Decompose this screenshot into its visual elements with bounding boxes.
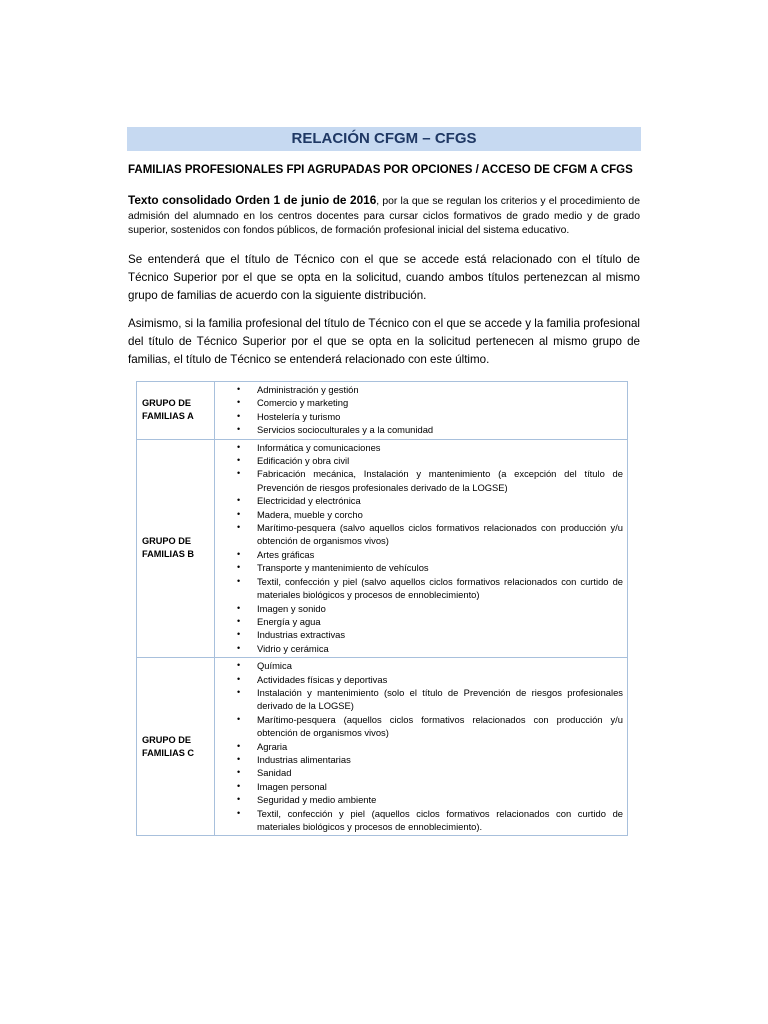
family-name: Industrias alimentarias [257,753,351,765]
family-name: Textil, confección y piel (aquellos ciclos formativos relacionados con curtido de materiales biológicos y procesos de ennoblecimiento). [257,807,623,832]
legal-reference-text: , por la que se regulan los criterios y el procedimiento de admisión del alumnado en los centros docentes para cursar ciclos formativos de grado medio y de grado superior, sostenidos con fondos públicos, de formación profesional inicial del sistema educativo. [128,196,640,237]
families-table [136,381,628,836]
family-list-item [215,686,623,713]
family-name: Industrias extractivas [257,629,346,641]
family-group-row [137,382,628,440]
family-list [215,659,623,833]
title-banner [127,127,641,151]
family-list-item [215,410,623,423]
family-name: Transporte y mantenimiento de vehículos [257,562,429,574]
family-list [215,441,623,656]
bullet-icon: • [237,575,241,586]
family-list-item [215,673,623,686]
bullet-icon: • [237,495,241,506]
family-group-label-line1: GRUPO DE [142,734,192,745]
family-list-item [215,766,623,779]
family-name: Electricidad y electrónica [257,495,361,507]
family-list [215,383,623,437]
family-group-label-line1: GRUPO DE [142,398,192,409]
family-group-label-line2: FAMILIAS B [142,549,195,560]
bullet-icon: • [237,753,241,764]
family-name: Textil, confección y piel (salvo aquellos ciclos formativos relacionados con curtido de materiales biológicos y procesos de ennoblecimiento) [257,575,623,601]
family-list-item [215,454,623,467]
bullet-icon: • [237,794,241,805]
document-subtitle: FAMILIAS PROFESIONALES FPI AGRUPADAS POR OPCIONES / ACCESO DE CFGM A CFGS [128,164,633,176]
bullet-icon: • [237,629,241,640]
bullet-icon: • [237,397,241,408]
family-group-items-cell [215,382,628,440]
family-list-item [215,602,623,615]
family-list-item [215,508,623,521]
bullet-icon: • [237,713,241,724]
bullet-icon: • [237,767,241,778]
document-title: RELACIÓN CFGM – CFGS [291,130,477,147]
family-list-item [215,780,623,793]
bullet-icon: • [237,468,241,479]
family-list-item [215,807,623,834]
family-group-label-line2: FAMILIAS C [142,747,195,758]
family-name: Madera, mueble y corcho [257,508,363,520]
family-list-item [215,383,623,396]
family-list-item [215,575,623,602]
family-list-item [215,659,623,672]
bullet-icon: • [237,780,241,791]
family-list-item [215,628,623,641]
family-name: Energía y agua [257,615,321,627]
family-list-item [215,615,623,628]
family-name: Instalación y mantenimiento (solo el título de Prevención de riesgos profesionales derivado de la LOGSE) [257,686,623,712]
family-group-label [137,658,215,836]
family-list-item [215,494,623,507]
family-name: Informática y comunicaciones [257,441,381,453]
family-group-label [137,439,215,658]
family-name: Vidrio y cerámica [257,642,329,654]
bullet-icon: • [237,455,241,466]
bullet-icon: • [237,410,241,421]
family-group-items-cell [215,439,628,658]
family-list-item [215,396,623,409]
bullet-icon: • [237,673,241,684]
family-name: Servicios socioculturales y a la comunidad [257,424,434,436]
bullet-icon: • [237,441,241,452]
bullet-icon: • [237,548,241,559]
family-list-item [215,441,623,454]
family-list-item [215,548,623,561]
family-group-label-line2: FAMILIAS A [142,411,194,422]
bullet-icon: • [237,807,241,818]
bullet-icon: • [237,660,241,671]
bullet-icon: • [237,686,241,697]
paragraph-legal-reference [128,193,640,239]
family-name: Seguridad y medio ambiente [257,794,377,806]
family-group-label-line1: GRUPO DE [142,536,192,547]
bullet-icon: • [237,642,241,653]
family-list-item [215,793,623,806]
family-name: Administración y gestión [257,384,359,395]
paragraph-relation-rule-family: Asimismo, si la familia profesional del título de Técnico con el que se accede y la familia profesional del título de Técnico Superior por el que se opta en la solicitud pertenecen al mismo grupo de familias, el título de Técnico se entenderá relacionado con este último. [128,317,640,366]
bullet-icon: • [237,602,241,613]
family-list-item [215,467,623,494]
family-name: Actividades físicas y deportivas [257,673,388,685]
family-group-row [137,658,628,836]
bullet-icon: • [237,615,241,626]
family-list-item [215,521,623,548]
family-list-item [215,753,623,766]
family-name: Química [257,660,292,672]
family-name: Marítimo-pesquera (salvo aquellos ciclos formativos relacionados con producción y/u obtención de organismos vivos) [257,522,623,547]
family-group-label [137,382,215,440]
family-list-item [215,642,623,655]
paragraph-relation-rule: Se entenderá que el título de Técnico con el que se accede está relacionado con el título de Técnico Superior por el que se opta en la solicitud, cuando ambos títulos pertenezcan al mismo grupo de familias de acuerdo con la siguiente distribución. [128,253,640,302]
family-name: Sanidad [257,767,292,779]
bullet-icon: • [237,522,241,533]
bullet-icon: • [237,562,241,573]
family-list-item [215,713,623,740]
family-name: Imagen personal [257,780,327,792]
family-list-item [215,561,623,574]
family-name: Hostelería y turismo [257,410,341,422]
family-group-row [137,439,628,658]
family-name: Fabricación mecánica, Instalación y mantenimiento (a excepción del título de Prevención de riesgos profesionales derivado de la LOGSE) [257,468,623,493]
family-name: Comercio y marketing [257,397,349,409]
bullet-icon: • [237,424,241,435]
family-list-item [215,740,623,753]
family-name: Marítimo-pesquera (aquellos ciclos formativos relacionados con producción y/u obtención de organismos vivos) [257,713,623,739]
family-name: Artes gráficas [257,548,315,560]
family-name: Edificación y obra civil [257,455,350,467]
family-list-item [215,423,623,436]
bullet-icon: • [237,384,241,394]
family-group-items-cell [215,658,628,836]
bullet-icon: • [237,740,241,751]
legal-reference-lead: Texto consolidado Orden 1 de junio de 2016 [128,193,377,207]
family-name: Agraria [257,740,288,752]
bullet-icon: • [237,508,241,519]
family-name: Imagen y sonido [257,602,326,614]
